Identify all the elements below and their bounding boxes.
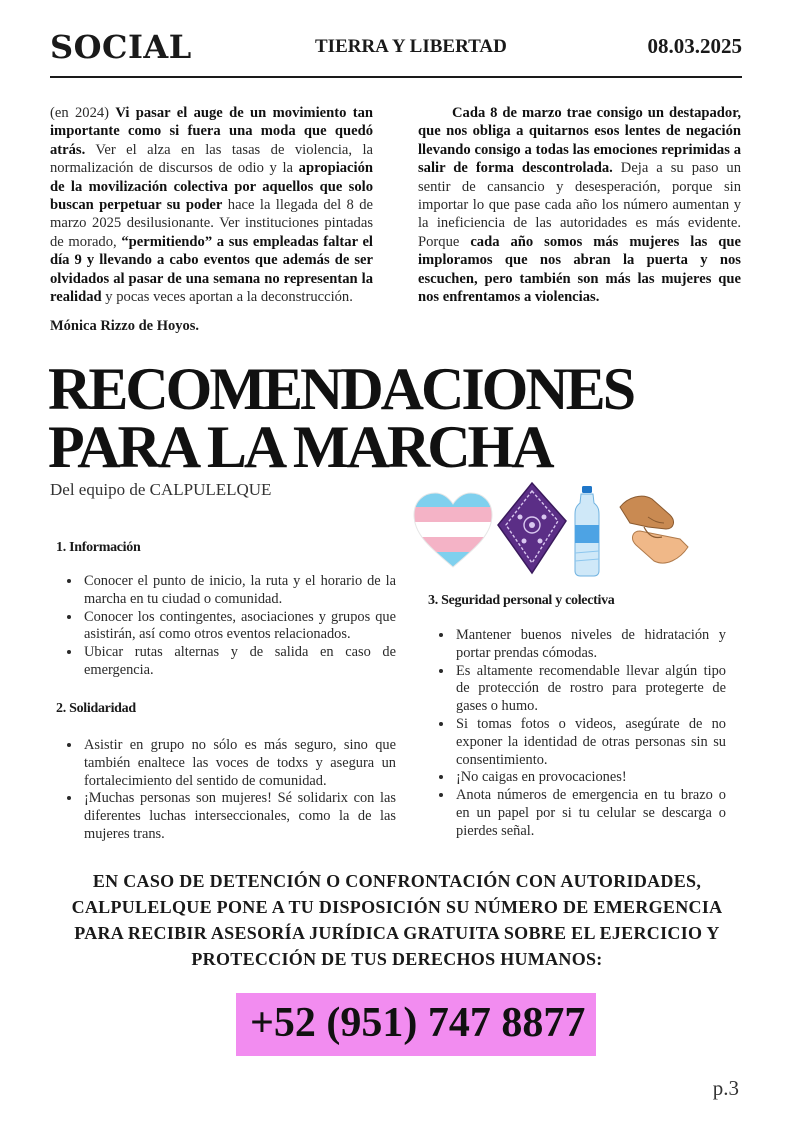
emergency-line: EN CASO DE DETENCIÓN O CONFRONTACIÓN CON AUTORIDADES, (92, 871, 702, 891)
article-author: Mónica Rizzo de Hoyos. (50, 318, 200, 334)
article-text: hace la llegada del 8 de marzo 2025 desilusionante. Ver instituciones pintadas de morado, (50, 197, 373, 250)
emergency-line: PARA RECIBIR ASESORÍA JURÍDICA GRATUITA SOBRE EL EJERCICIO Y (74, 923, 720, 943)
purple-bandana-icon (496, 481, 568, 575)
list-item: • Mantener buenos niveles de hidratación y portar prendas cómodas. (454, 627, 726, 663)
article-text: (en 2024) (50, 105, 116, 121)
list-item: • Conocer los contingentes, asociaciones y grupos que asistirán, así como otros eventos relacionados. (82, 609, 396, 645)
article-text-bold: apropiación de la movilización colectiva por aquellos que solo buscan perpetuar su poder (50, 160, 373, 214)
section-title: SOCIAL (50, 28, 192, 66)
emergency-phone-number[interactable]: +52 (951) 747 8877 (250, 1000, 586, 1046)
page-number: p.3 (712, 1076, 739, 1100)
trans-heart-icon (412, 491, 494, 569)
recommendations-subtitle: Del equipo de CALPULELQUE (50, 480, 272, 499)
article-text-bold: Cada 8 de marzo trae consigo un destapador, que nos obliga a quitarnos esos lentes de negación llevando consigo a todas las emociones reprimidas a salir de forma descontrolada. (418, 105, 741, 177)
title-line-2: PARA LA MARCHA (48, 414, 552, 480)
masthead (50, 24, 742, 78)
section-heading: 3. Seguridad personal y colectiva (428, 593, 615, 608)
section-list (50, 737, 396, 844)
publication-name: TIERRA Y LIBERTAD (315, 36, 507, 57)
article-text-bold: Vi pasar el auge de un movimiento tan importante como si fuera una moda que quedó atrás. (50, 105, 374, 158)
emergency-line: CALPULELQUE PONE A TU DISPOSICIÓN SU NÚMERO DE EMERGENCIA (71, 897, 723, 917)
recommendations-title (48, 356, 688, 480)
emergency-notice (60, 868, 734, 972)
list-item: • Si tomas fotos o videos, asegúrate de no exponer la identidad de otras personas sin su consentimiento. (454, 716, 726, 769)
title-line-1: RECOMENDACIONES (48, 356, 634, 422)
article-text-bold: “permitiendo” a sus empleadas faltar el día 9 y llevando a cabo eventos que además de ser olvidados al pasar de una semana no representan la realidad (50, 233, 373, 306)
article-text: y pocas veces aportan a la deconstrucción. (101, 289, 353, 306)
list-item: • ¡No caigas en provocaciones! (454, 769, 726, 787)
section-heading: 1. Información (56, 540, 141, 555)
water-bottle-icon (572, 485, 602, 577)
article-text-bold: cada año somos más mujeres las que imploramos que nos abran la puerta y nos escuchen, pero también son más las mujeres que nos enfrentamos a violencias. (418, 233, 741, 306)
section-list (422, 627, 726, 841)
article-right-column (418, 104, 741, 306)
list-item: • ¡Muchas personas son mujeres! Sé solidarix con las diferentes luchas interseccionales, como la de las mujeres trans. (82, 790, 396, 843)
list-item: • Es altamente recomendable llevar algún tipo de protección de rostro para protegerte de gases o humo. (454, 663, 726, 716)
holding-hands-icon (618, 487, 690, 575)
list-item: • Anota números de emergencia en tu brazo o en un papel por si tu celular se descarga o pierdes señal. (454, 787, 726, 840)
list-item: • Asistir en grupo no sólo es más seguro, sino que también enaltece las voces de todxs y asegura un fortalecimiento del sentido de comunidad. (82, 737, 396, 790)
article-text: Ver el alza en las tasas de violencia, la normalización de discursos de odio y la (50, 141, 373, 177)
article-left-column (50, 104, 373, 306)
emergency-phone-box (236, 993, 596, 1056)
list-item: • Conocer el punto de inicio, la ruta y el horario de la marcha en tu ciudad o comunidad. (82, 573, 396, 609)
article-text: Deja a su paso un sentir de cansancio y desesperación, porque sin importar lo que pase cada año los número aumentan y la ineficiencia de las autoridades es más evidente. Porque (418, 160, 741, 250)
list-item: • Ubicar rutas alternas y de salida en caso de emergencia. (82, 644, 396, 680)
decorative-icons (412, 485, 742, 580)
emergency-line: PROTECCIÓN DE TUS DERECHOS HUMANOS: (191, 949, 603, 969)
issue-date: 08.03.2025 (647, 34, 742, 58)
section-heading: 2. Solidaridad (56, 701, 136, 716)
section-list (50, 573, 396, 680)
